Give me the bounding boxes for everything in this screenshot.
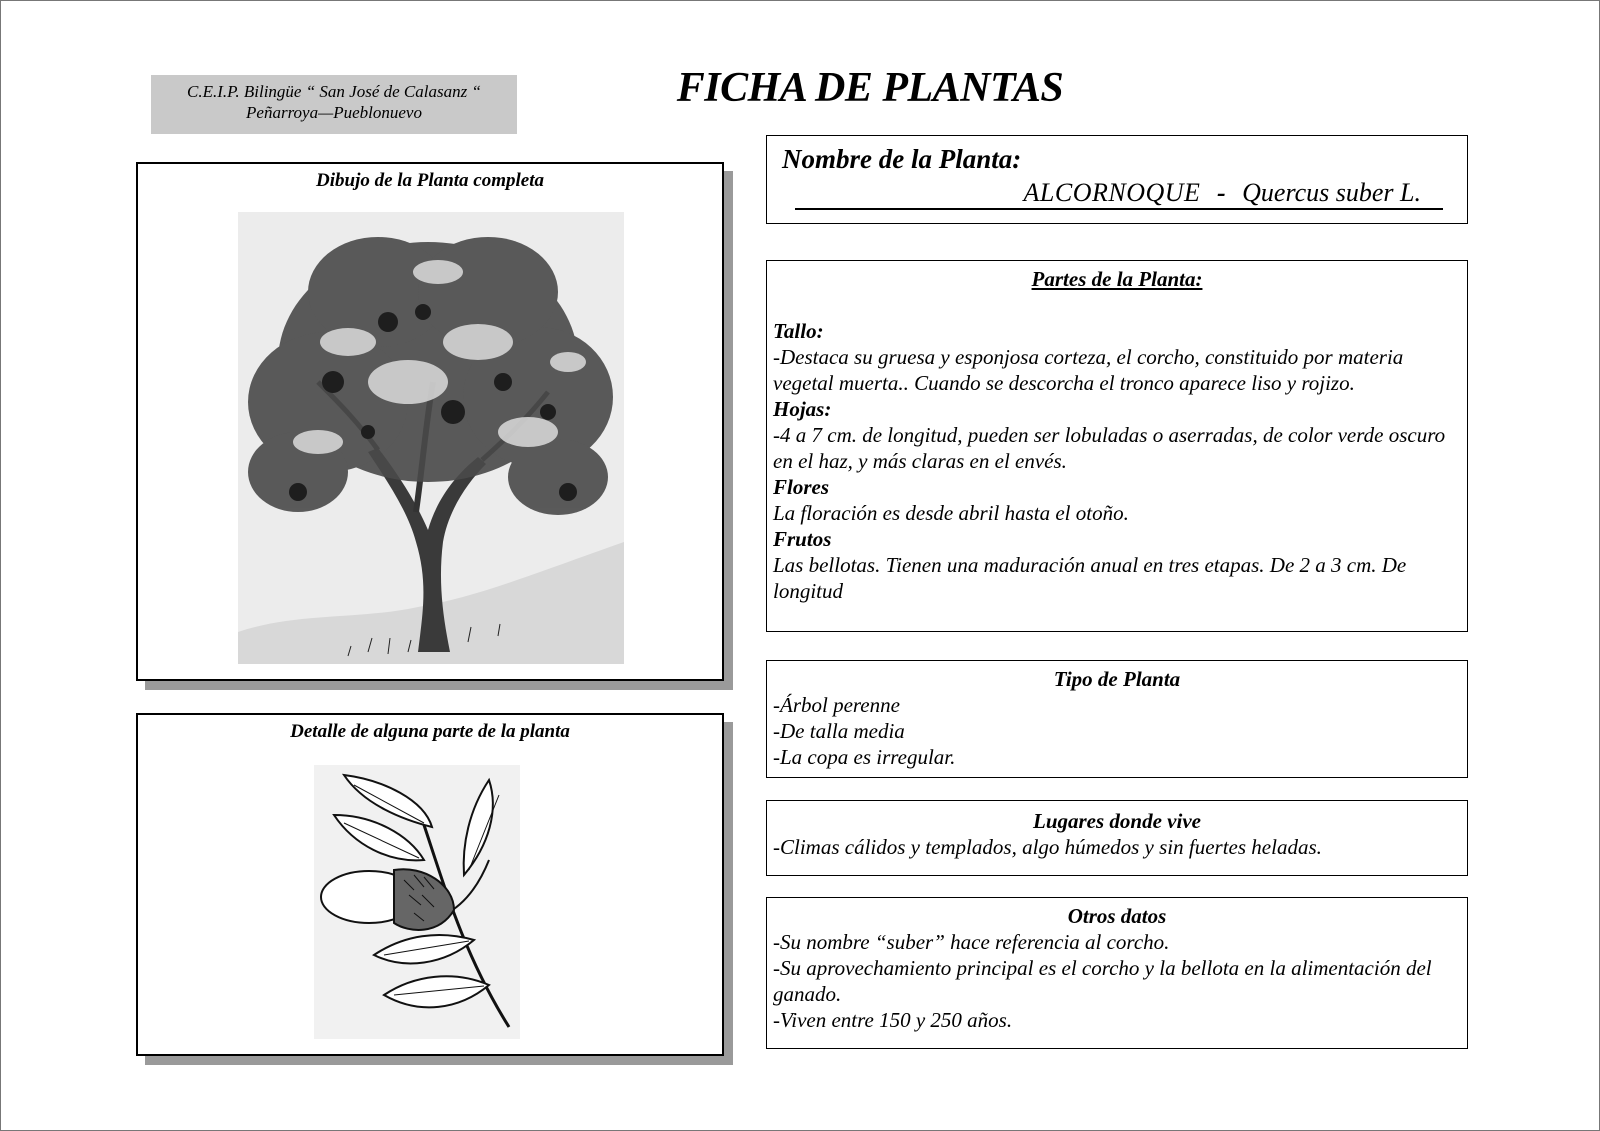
plant-scientific-name: Quercus suber L. xyxy=(1242,178,1421,207)
plant-name-separator: - xyxy=(1216,178,1226,207)
other-title: Otros datos xyxy=(1067,904,1167,928)
habitat-box xyxy=(766,800,1468,876)
parts-body xyxy=(767,318,1467,604)
parts-title: Partes de la Planta: xyxy=(1031,267,1203,291)
type-item: -De talla media xyxy=(773,719,905,743)
acorn-branch-illustration-icon xyxy=(314,765,520,1039)
full-plant-drawing-box xyxy=(136,162,724,681)
detail-drawing-box xyxy=(136,713,724,1056)
other-data-box xyxy=(766,897,1468,1049)
other-item: -Su nombre “suber” hace referencia al corcho. xyxy=(773,930,1170,954)
leaves-text: -4 a 7 cm. de longitud, pueden ser lobuladas o aserradas, de color verde oscuro en el haz, y más claras en el envés. xyxy=(773,423,1446,473)
school-location: Peñarroya—Pueblonuevo xyxy=(246,103,422,122)
type-item: -La copa es irregular. xyxy=(773,745,956,769)
plant-common-name: ALCORNOQUE xyxy=(1023,178,1201,207)
fruits-text: Las bellotas. Tienen una maduración anual en tres etapas. De 2 a 3 cm. De longitud xyxy=(773,553,1407,603)
stem-label: Tallo: xyxy=(773,319,824,343)
stem-text: -Destaca su gruesa y esponjosa corteza, el corcho, constituido por materia vegetal muerta.. Cuando se descorcha el tronco aparece liso y rojizo. xyxy=(773,345,1404,395)
other-list xyxy=(767,929,1467,1033)
type-title: Tipo de Planta xyxy=(1053,667,1181,691)
plant-name-label: Nombre de la Planta: xyxy=(782,144,1022,174)
type-list xyxy=(767,692,1467,770)
flowers-label: Flores xyxy=(773,475,830,499)
flowers-text: La floración es desde abril hasta el otoño. xyxy=(773,501,1129,525)
leaves-label: Hojas: xyxy=(773,397,832,421)
plant-name-value xyxy=(795,178,1443,210)
tree-illustration-icon xyxy=(238,212,624,664)
school-name: C.E.I.P. Bilingüe “ San José de Calasanz “ xyxy=(187,82,481,101)
page-title: FICHA DE PLANTAS xyxy=(676,65,1064,111)
habitat-text: -Climas cálidos y templados, algo húmedos y sin fuertes heladas. xyxy=(773,835,1322,859)
other-item: -Viven entre 150 y 250 años. xyxy=(773,1008,1013,1032)
other-item: -Su aprovechamiento principal es el corcho y la bellota en la alimentación del ganado. xyxy=(773,956,1432,1006)
fruits-label: Frutos xyxy=(773,527,832,551)
plant-name-box xyxy=(766,135,1468,224)
full-plant-caption: Dibujo de la Planta completa xyxy=(316,170,544,191)
plant-parts-box xyxy=(766,260,1468,632)
habitat-title: Lugares donde vive xyxy=(1033,809,1201,833)
type-item: -Árbol perenne xyxy=(773,693,900,717)
detail-caption: Detalle de alguna parte de la planta xyxy=(290,721,570,742)
plant-type-box xyxy=(766,660,1468,778)
school-header xyxy=(151,75,517,134)
